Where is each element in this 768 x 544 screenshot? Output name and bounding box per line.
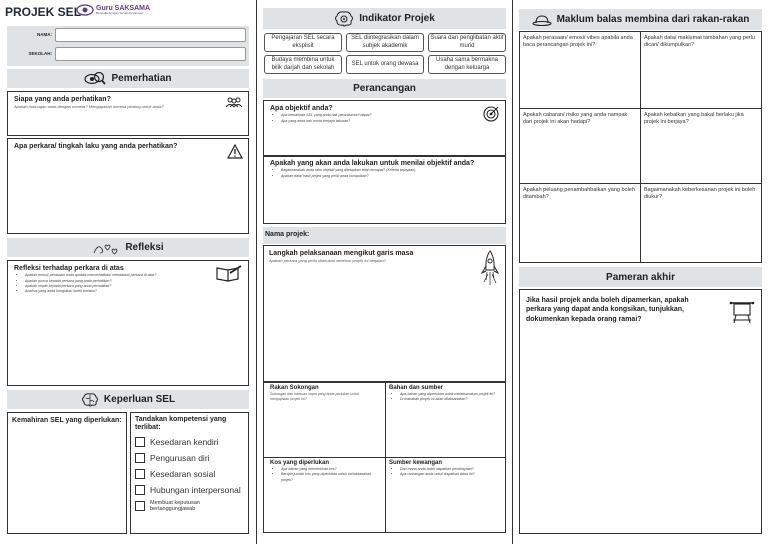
warning-icon bbox=[227, 144, 243, 164]
school-label: SEKOLAH: bbox=[28, 51, 52, 56]
pameran-question: Jika hasil projek anda boleh dipamerkan, apakah perkara yang dapat anda kongsikan, tunjukkan, dokumenkan kepada orang ramai? bbox=[526, 297, 689, 323]
rakan-sokongan-box[interactable] bbox=[263, 382, 386, 458]
pameran-box[interactable] bbox=[519, 289, 762, 534]
column-divider bbox=[512, 0, 513, 544]
kompetensi-box bbox=[130, 412, 249, 534]
perkara-title: Apa perkara/ tingkah laku yang anda perhatikan? bbox=[14, 143, 178, 150]
sumber-kewangan-box[interactable] bbox=[385, 457, 506, 533]
feedback-cell[interactable]: Apakah cabaran/ risiko yang anda nampak dari projek ini akan hadapi? bbox=[519, 108, 641, 184]
feedback-cell[interactable]: Apakah peluang penambahbaikan yang boleh ditambah? bbox=[519, 183, 641, 263]
maklum-balas-title: Maklum balas membina dari rakan-rakan bbox=[556, 14, 750, 25]
sumber-prompt: • Dari mana anda boleh dapatkan pembiayaan? bbox=[400, 467, 502, 472]
kos-prompt: • Apa bahan yang memerlukan kos? bbox=[281, 467, 379, 472]
indikator-pill: Pengajaran SEL secara eksplisit bbox=[264, 33, 342, 52]
checkbox-label: Membuat keputusan bertanggungjawab bbox=[150, 499, 200, 513]
indikator-pill: Suara dan penglibatan aktif murid bbox=[428, 33, 506, 52]
refleksi-prompt: • Apakah punca kepada perkara yang anda perhatikan? bbox=[25, 279, 242, 284]
checkbox-square[interactable] bbox=[135, 485, 145, 495]
eye-logo-icon bbox=[76, 3, 94, 17]
checkbox-square[interactable] bbox=[135, 453, 145, 463]
hat-icon bbox=[532, 14, 552, 26]
name-field[interactable] bbox=[55, 28, 246, 42]
column-divider bbox=[256, 0, 257, 544]
checkbox-square[interactable] bbox=[135, 469, 145, 479]
bahan-prompt: • Di manakah projek ini akan dilaksanakan? bbox=[400, 397, 502, 402]
refleksi-prompt: • Apakah emosi/ perasaan anda apabila memerhatikan/ mendalami perkara di atas? bbox=[25, 273, 242, 278]
pameran-title: Pameran akhir bbox=[606, 271, 675, 283]
langkah-subtitle: Apakah perkara yang perlu dilakukan sebelum projek ini berjalan? bbox=[269, 258, 386, 264]
kos-prompt: • Berapa jumlah kos yang diperlukan untuk melaksanakan projek? bbox=[281, 472, 379, 482]
rakan-title: Rakan Sokongan bbox=[270, 385, 319, 391]
checkbox-pengurusan-diri[interactable] bbox=[135, 453, 244, 463]
objektif-title: Apa objektif anda? bbox=[270, 105, 333, 112]
nilai-prompt: • Apakah data/ hasil projek yang perlu anda kumpulkan? bbox=[281, 174, 499, 179]
people-icon bbox=[225, 95, 243, 113]
kos-title: Kos yang diperlukan bbox=[270, 460, 330, 466]
nama-projek-label: Nama projek: bbox=[265, 231, 310, 238]
siapa-subtitle: Apakah hubungan anda dengan mereka? Mengapakah mereka penting untuk anda? bbox=[14, 104, 164, 110]
keperluan-header bbox=[7, 390, 249, 409]
kemahiran-box[interactable] bbox=[7, 412, 127, 534]
checkbox-kesedaran-kendiri[interactable] bbox=[135, 437, 244, 447]
bahan-prompts bbox=[389, 392, 502, 402]
perkara-box[interactable] bbox=[7, 138, 249, 234]
langkah-box[interactable] bbox=[263, 245, 506, 382]
bahan-prompt: • Apa bahan yang diperlukan untuk melaksanakan projek ini? bbox=[400, 392, 502, 397]
checkbox-square[interactable] bbox=[135, 501, 145, 511]
checkbox-label: Kesedaran kendiri bbox=[150, 436, 219, 447]
magnifier-eye-icon bbox=[84, 71, 106, 87]
kos-prompts bbox=[270, 467, 379, 483]
refleksi-prompt: • Analisis yang anda kongsikan boleh berlaku? bbox=[25, 289, 242, 294]
indikator-pill: Usaha sama bermakna dengan keluarga bbox=[428, 55, 506, 74]
refleksi-box[interactable] bbox=[7, 260, 249, 386]
perancangan-header bbox=[263, 79, 506, 98]
checkbox-membuat-keputusan[interactable] bbox=[135, 500, 244, 513]
refleksi-box-title: Refleksi terhadap perkara di atas bbox=[14, 265, 124, 272]
nama-projek-field[interactable] bbox=[263, 227, 506, 244]
brain-icon bbox=[81, 392, 99, 408]
nilai-title: Apakah yang akan anda lakukan untuk menilai objektif anda? bbox=[270, 160, 475, 167]
sumber-title: Sumber kewangan bbox=[389, 460, 443, 466]
name-label: NAMA: bbox=[37, 32, 52, 37]
objektif-prompt: • Apa yang anda nak murid berjaya lakukan? bbox=[281, 119, 499, 124]
logo bbox=[76, 3, 150, 17]
siapa-title: Siapa yang anda perhatikan? bbox=[14, 96, 111, 103]
logo-tagline: Bersedia dengan Sosial dan Emosi bbox=[96, 11, 143, 15]
refleksi-prompt: • Apakah impak kepada perkara yang anda perhatikan? bbox=[25, 284, 242, 289]
refleksi-prompts bbox=[14, 273, 242, 294]
rakan-subtitle: Sokongan dan bantuan siapa yang anda perlukan untuk menjayakan projek ini? bbox=[270, 392, 360, 401]
nilai-prompts bbox=[270, 168, 499, 178]
indikator-pill: SEL diintegrasikan dalam subjek akademik bbox=[346, 33, 424, 52]
refleksi-title: Refleksi bbox=[125, 242, 164, 253]
checkbox-kesedaran-sosial[interactable] bbox=[135, 469, 244, 479]
logo-text: Guru SAKSAMA bbox=[96, 5, 151, 12]
checkbox-label: Kesedaran sosial bbox=[150, 468, 216, 479]
book-writing-icon bbox=[216, 265, 242, 287]
nilai-box[interactable] bbox=[263, 156, 506, 224]
feedback-cell[interactable]: Bagaimanakah keberkesanan projek ini boleh diukur? bbox=[640, 183, 762, 263]
nilai-prompt: • Bagaimanakah anda tahu objektif yang ditetapkan telah tercapai? (Kriteria kejayaan) bbox=[281, 168, 499, 173]
bahan-title: Bahan dan sumber bbox=[389, 385, 444, 391]
feedback-cell[interactable]: Apakah perasaan/ emosi/ vibes apabila anda baca perancangan projek ini? bbox=[519, 31, 641, 109]
kompetensi-title: Tandakan kompetensi yang terlibat: bbox=[135, 416, 227, 432]
langkah-title: Langkah pelaksanaan mengikut garis masa bbox=[269, 250, 414, 257]
maklum-balas-header bbox=[519, 9, 762, 30]
bahan-sumber-box[interactable] bbox=[385, 382, 506, 458]
sumber-prompt: • Apa rancangan anda untuk dapatkan dana ini? bbox=[400, 472, 502, 477]
kemahiran-title: Kemahiran SEL yang diperlukan: bbox=[12, 417, 122, 424]
siapa-box[interactable] bbox=[7, 91, 249, 136]
rocket-icon bbox=[481, 250, 499, 295]
checkbox-square[interactable] bbox=[135, 437, 145, 447]
sumber-prompts bbox=[389, 467, 502, 477]
indikator-pill: Budaya membina untuk bilik darjah dan sekolah bbox=[264, 55, 342, 74]
indikator-title: Indikator Projek bbox=[359, 13, 435, 24]
pemerhatian-header bbox=[7, 69, 249, 88]
hearts-doodle-icon bbox=[92, 241, 120, 255]
kos-box[interactable] bbox=[263, 457, 386, 533]
indikator-pill: SEL untuk orang dewasa bbox=[346, 55, 424, 74]
target-icon bbox=[483, 106, 499, 127]
indikator-header bbox=[263, 8, 506, 29]
perancangan-title: Perancangan bbox=[353, 83, 416, 94]
checkbox-label: Pengurusan diri bbox=[150, 452, 210, 463]
exhibition-stand-icon bbox=[729, 298, 755, 329]
feedback-cell[interactable]: Apakah data/ maklumat tambahan yang perlu dicari/ dikumpulkan? bbox=[640, 31, 762, 109]
school-field[interactable] bbox=[55, 47, 246, 61]
pemerhatian-title: Pemerhatian bbox=[111, 73, 172, 84]
objektif-box[interactable] bbox=[263, 100, 506, 156]
keperluan-title: Keperluan SEL bbox=[103, 394, 176, 405]
objektif-prompts bbox=[270, 113, 499, 123]
checkbox-label: Hubungan interpersonal bbox=[150, 484, 241, 495]
page-title: PROJEK SEL bbox=[5, 5, 82, 19]
refleksi-header bbox=[7, 238, 249, 257]
pameran-header bbox=[519, 267, 762, 287]
checkbox-hubungan-interpersonal[interactable] bbox=[135, 485, 244, 495]
feedback-cell[interactable]: Apakah kebaikan yang bakal berlaku jika projek ini berjaya? bbox=[640, 108, 762, 184]
objektif-prompt: • Apa kemahiran SEL yang anda nak perantiumur/i dapat? bbox=[281, 113, 499, 118]
brain-gear-icon bbox=[334, 10, 354, 28]
